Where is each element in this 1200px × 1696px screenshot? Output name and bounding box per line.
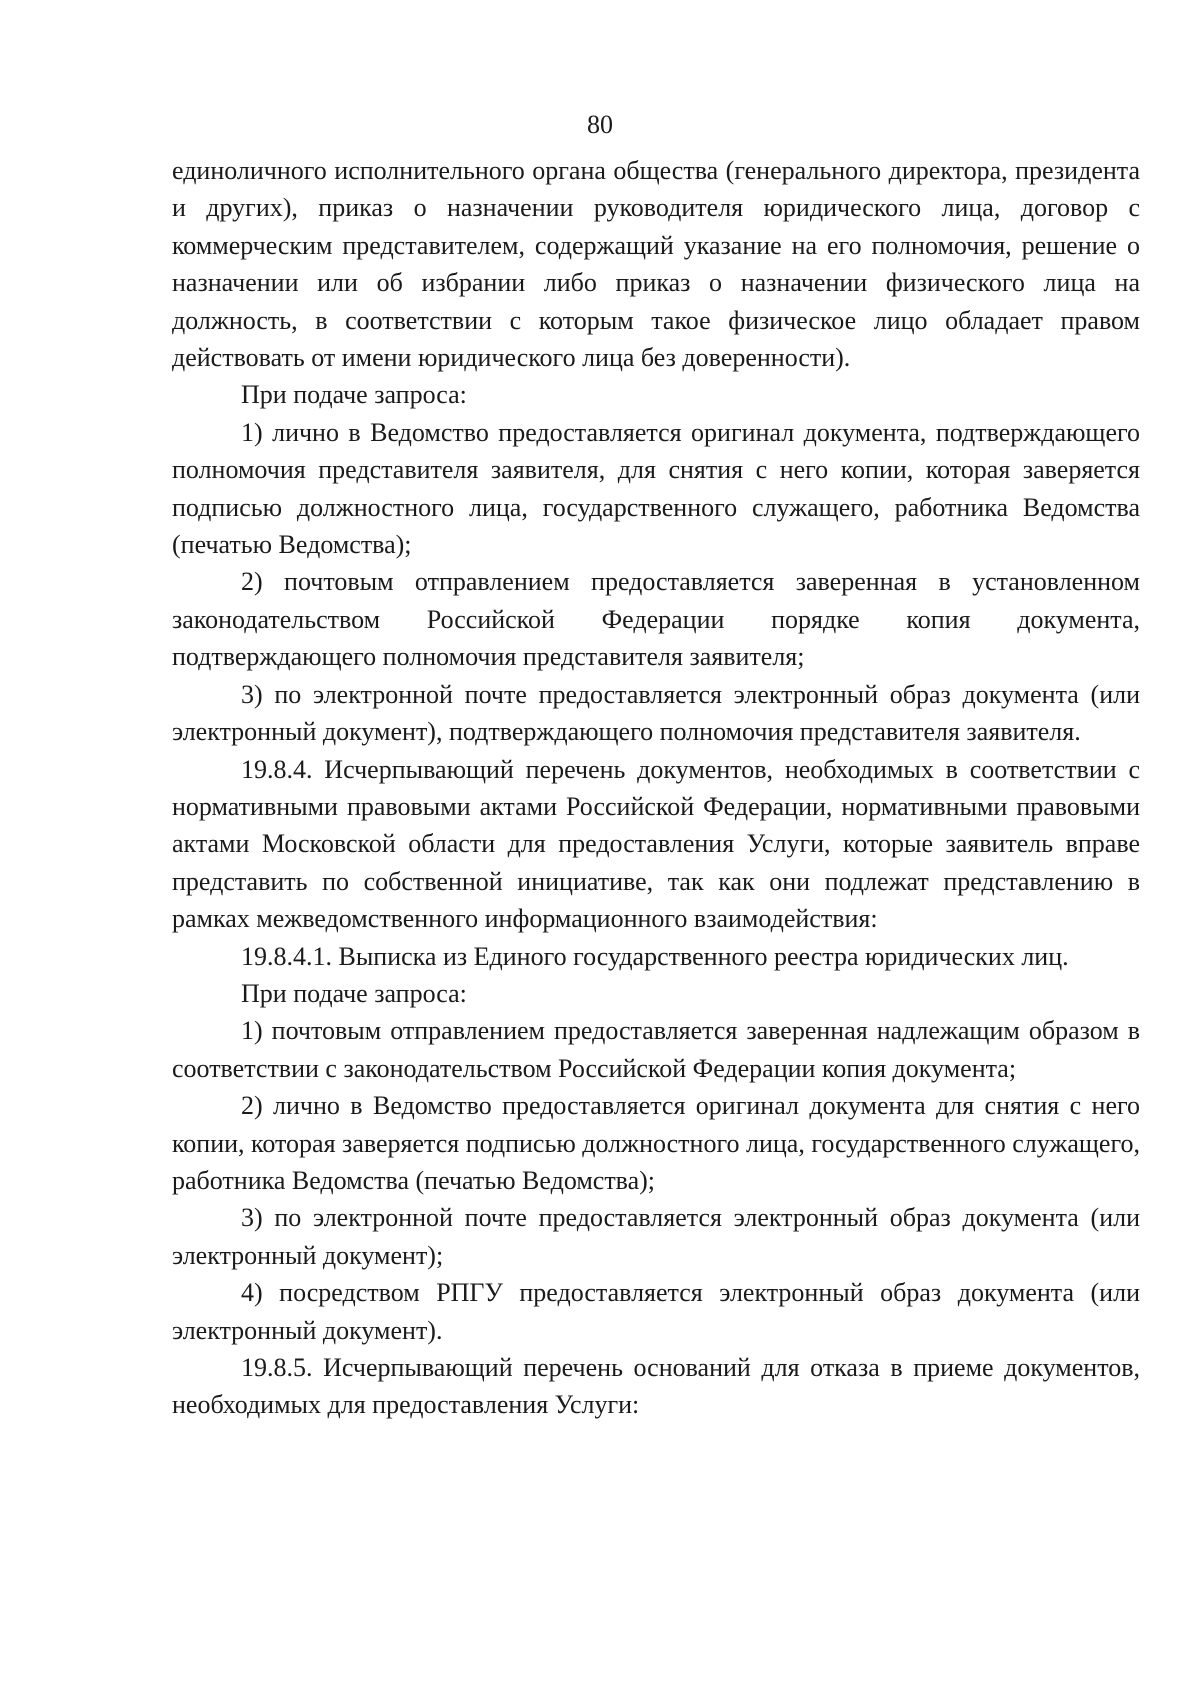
paragraph-section-19-8-5: 19.8.5. Исчерпывающий перечень оснований для отказа в приеме документов, необходимых для предоставления Услуги: — [172, 1353, 1140, 1420]
paragraph-item-in-person-2: 2) лично в Ведомство предоставляется оригинал документа для снятия с него копии, которая заверяется подписью должностного лица, государственного служащего, работника Ведомства (печатью Ведомства); — [172, 1091, 1140, 1195]
paragraph-continuation: единоличного исполнительного органа общества (генерального директора, президента и других), приказ о назначении руководителя юридического лица, договор с коммерческим представителем, содержащий указание на его полномочия, решение о назначении или об избрании либо приказ о назначении физического лица на должность, в соответствии с которым такое физическое лицо обладает правом действовать от имени юридического лица без доверенности). — [172, 156, 1140, 373]
paragraph-section-19-8-4: 19.8.4. Исчерпывающий перечень документов, необходимых в соответствии с нормативными правовыми актами Российской Федерации, нормативными правовыми актами Московской области для предоставления Услуги, которые заявитель вправе представить по собственной инициативе, так как они подлежат представлению в рамках межведомственного информационного взаимодействия: — [172, 754, 1140, 934]
paragraph-request-submission: При подаче запроса: — [241, 380, 467, 410]
paragraph-item-email-2: 3) по электронной почте предоставляется электронный образ документа (или электронный документ); — [172, 1203, 1140, 1270]
paragraph-item-email: 3) по электронной почте предоставляется электронный образ документа (или электронный документ), подтверждающего полномочия представителя заявителя. — [172, 679, 1140, 747]
paragraph-section-19-8-4-1: 19.8.4.1. Выписка из Единого государственного реестра юридических лиц. — [241, 941, 1069, 971]
paragraph-item-post: 2) почтовым отправлением предоставляется заверенная в установленном законодательством Российской Федерации порядке копия документа, подтверждающего полномочия представителя заявителя; — [172, 567, 1140, 672]
paragraph-item-rpgu: 4) посредством РПГУ предоставляется электронный образ документа (или электронный документ). — [172, 1278, 1140, 1345]
paragraph-item-in-person: 1) лично в Ведомство предоставляется оригинал документа, подтверждающего полномочия представителя заявителя, для снятия с него копии, которая заверяется подписью должностного лица, государственного служащего, работника Ведомства (печатью Ведомства); — [172, 417, 1140, 560]
document-body — [172, 152, 1140, 1424]
page-number: 80 — [587, 110, 613, 139]
paragraph-item-post-2: 1) почтовым отправлением предоставляется заверенная надлежащим образом в соответствии с законодательством Российской Федерации копия документа; — [172, 1016, 1140, 1083]
paragraph-request-submission-2: При подаче запроса: — [241, 978, 467, 1008]
